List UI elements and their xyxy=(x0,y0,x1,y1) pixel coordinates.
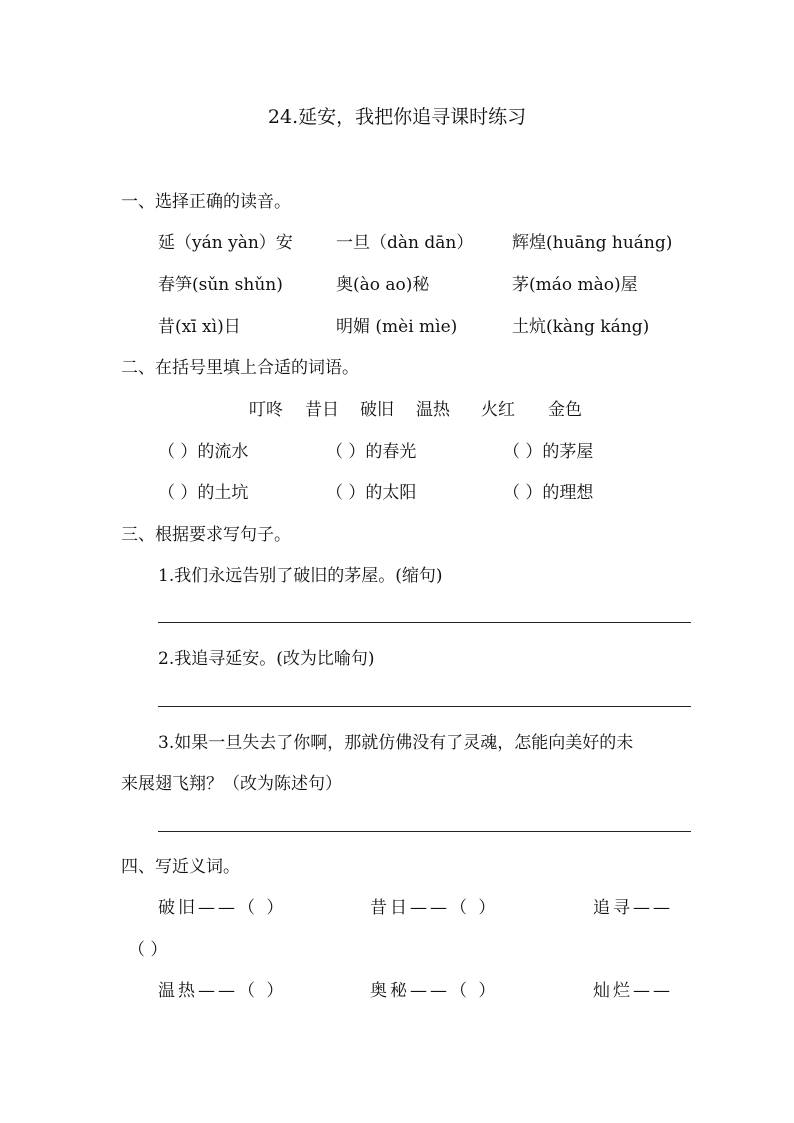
word-bank-item: 叮咚 xyxy=(249,400,283,420)
synonym-item: 破旧——（ ） xyxy=(158,898,287,918)
section1-heading: 一、选择正确的读音。 xyxy=(121,192,291,212)
fill-blank-item: （ ）的茅屋 xyxy=(503,442,594,462)
synonym-item-continued: （ ） xyxy=(128,940,168,960)
section2-heading: 二、在括号里填上合适的词语。 xyxy=(121,358,359,378)
section3-heading: 三、根据要求写句子。 xyxy=(121,525,291,545)
fill-blank-item: （ ）的土坑 xyxy=(158,483,249,503)
pinyin-item: 昔(xī xì)日 xyxy=(158,317,241,337)
synonym-item: 灿烂—— xyxy=(593,981,673,1001)
question-3-line2: 来展翅飞翔？（改为陈述句） xyxy=(121,774,342,794)
page-title: 24.延安，我把你追寻课时练习 xyxy=(267,106,527,128)
pinyin-item: 一旦（dàn dān） xyxy=(336,233,474,253)
pinyin-item: 延（yán yàn）安 xyxy=(158,233,293,253)
pinyin-item: 春笋(sǔn shǔn) xyxy=(158,275,283,295)
fill-blank-item: （ ）的流水 xyxy=(158,442,249,462)
pinyin-item: 明媚 (mèi mìe) xyxy=(336,317,458,337)
word-bank-item: 破旧 xyxy=(360,400,394,420)
pinyin-item: 奥(ào ao)秘 xyxy=(336,275,430,295)
word-bank-item: 火红 xyxy=(481,400,515,420)
word-bank-item: 温热 xyxy=(416,400,450,420)
word-bank-item: 昔日 xyxy=(305,400,339,420)
question-1: 1.我们永远告别了破旧的茅屋。(缩句) xyxy=(158,566,443,586)
pinyin-item: 土炕(kàng káng) xyxy=(512,317,650,337)
fill-blank-item: （ ）的理想 xyxy=(503,483,594,503)
synonym-item: 昔日——（ ） xyxy=(370,898,499,918)
pinyin-item: 辉煌(huāng huáng) xyxy=(512,233,673,253)
fill-blank-item: （ ）的太阳 xyxy=(326,483,417,503)
section4-heading: 四、写近义词。 xyxy=(121,857,240,877)
question-3-line1: 3.如果一旦失去了你啊，那就仿佛没有了灵魂，怎能向美好的未 xyxy=(158,733,634,753)
pinyin-item: 茅(máo mào)屋 xyxy=(512,275,638,295)
word-bank-item: 金色 xyxy=(548,400,582,420)
answer-line-1[interactable] xyxy=(158,622,691,623)
synonym-item: 追寻—— xyxy=(593,898,673,918)
answer-line-3[interactable] xyxy=(158,831,691,832)
synonym-item: 奥秘——（ ） xyxy=(370,981,499,1001)
question-2: 2.我追寻延安。(改为比喻句) xyxy=(158,649,375,669)
fill-blank-item: （ ）的春光 xyxy=(326,442,417,462)
synonym-item: 温热——（ ） xyxy=(158,981,287,1001)
answer-line-2[interactable] xyxy=(158,706,691,707)
